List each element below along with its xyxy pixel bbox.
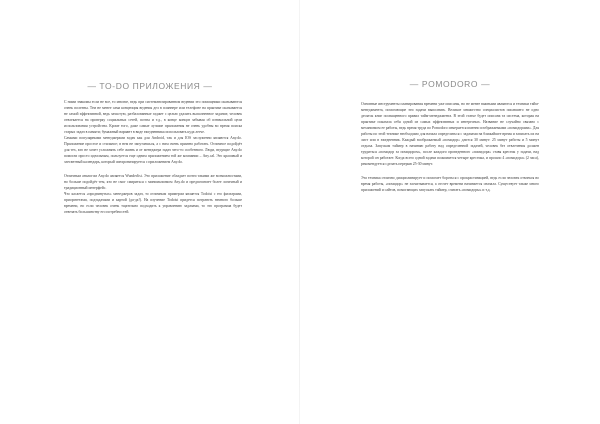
body-paragraph: С ними знакомы если не все, то многие, ведь при систематизированном ведении это помощники оказываются очень полезны. Тем не менее сама концепция ведения дел в планнере или телефоне на практике оказывается не самой эффективной, ведь зачастую, разбалованные гаджет с целью удалить выполненное задание, человек отвлекается на проверку социальных сетей, почты и т.д., в конце концов забывая об изначальной цели использования устройства. Кроме того, даже самые лучшие приложения не очень удобны во время поиска старых задач в памяти; бумажный вариант в виде ежедневника использовать куда легче. Самыми популярными менеджерами задач как для Android, так и для IOS заслуженно являются Any.do. Приложение простое и стильное; в нем не запутаешься, а с ним очень приятно работать. Отличное подойдёт для тех, кто не хочет усложнять себе жизнь и от менеджера задач чего-то особенного. Люди, ведущие Any.do помогли просто идеальным, пользуется еще одним приложением той же компании – Any.cal. Это красивый и элегантный календарь, который синхронизируется с приложением Any.do. (64, 100, 242, 165)
right-page (300, 0, 600, 424)
section-title-pomodoro: — POMODORO — (409, 79, 491, 89)
left-text-column (64, 99, 242, 222)
body-paragraph: Отличным аналогом Any.do является Wunderlist. Это приложение обладает почти такими же возможностями, но больше подойдёт тем, кто не смог смириться с минимализмом Any.do и предпочитает более логичный и традиционный интерфейс. Что касается «продвинутых» менеджеров задач, то отличным примером является Todoist с его фильтрами, приоритетами, подзадачами и картой (да-да!). На изучение Todoist придется потратить немного больше времени, но если человек очень тщательно подходить к управлению задачами, то это программа будет отвечать большинству его потребностей. (64, 173, 242, 214)
body-paragraph: Эта техника отлично дисциплинирует и помогает бороться с прокрастинацией, ведь если человек отвлекся во время работы, «помидор» не засчитывается, а отсчет времени начинается сначала. Существует также много приложений и сайтов, помогающих запускать таймер, считать «помидоры» и т.д. (361, 175, 539, 192)
body-paragraph: Основные инструменты планирования времени уже описаны, но не менее важными являются и техники тайм-менеджмента, помогающие эти задачи выполнять. Великое множество специалистов писавшего не одно десяток книг посвященного правил тайм-менеджмента. В этой статье будет описана та система, которая на практике показала себя одной из самых эффективных и интересных. Название не случайно связано с механизмом ее работы, ведь время труда по Pomodoro измеряется именно изображаемыми «помидорами». Для работы по этой технике необходимо для начала определиться с задачами на ближайшее время и записать их на лист или в ежедневник. Каждый воображаемый «помидор» длится 30 минут: 25 минут работы и 5 минут отдыха. Запускам таймер в начинаю работу над определенной задачей, человек без отвлечения должен трудиться «помидор за помидором», после каждого проведенного «помидора» ставя крестик у задачи, над которой он работает. Когда всего одной задачи пожимается четыре крестика, и прошло 4 «помидора» (2 часа), рекомендуется сделать перерыв 25-30 минут. (361, 102, 539, 167)
section-title-todo-apps: — TO-DO ПРИЛОЖЕНИЯ — (87, 81, 213, 91)
right-text-column (361, 101, 539, 200)
